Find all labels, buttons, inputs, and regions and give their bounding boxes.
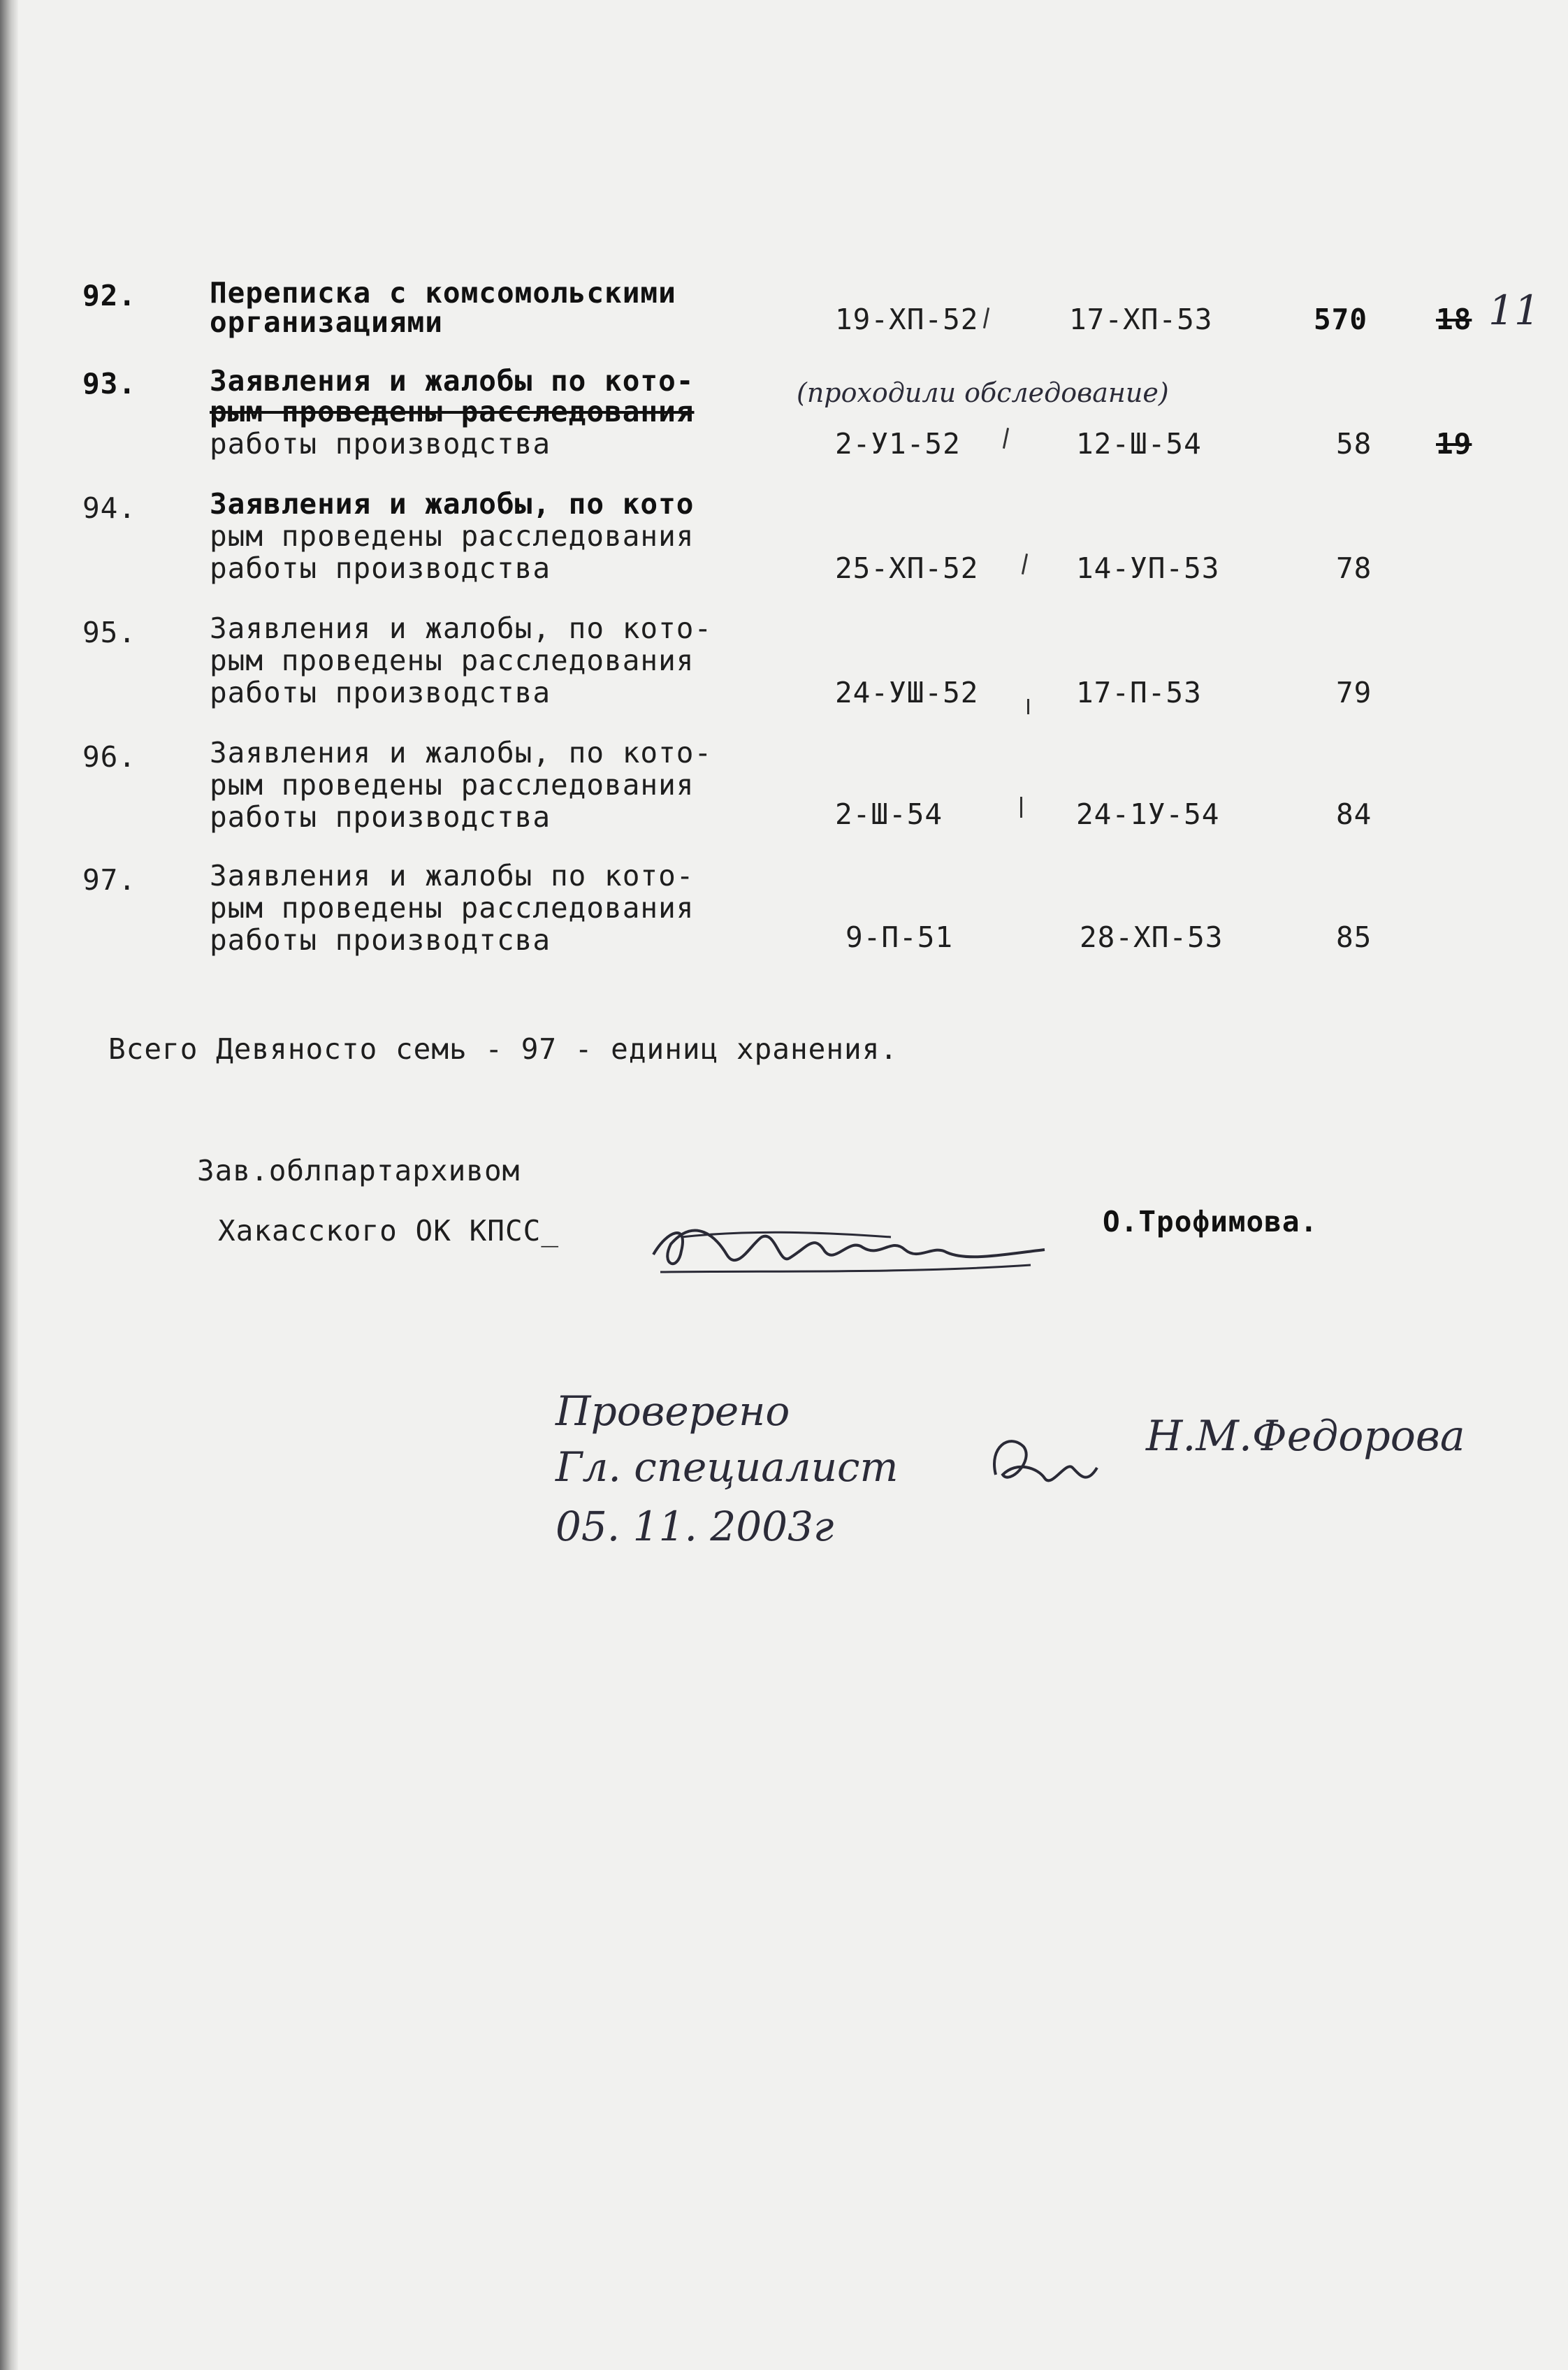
new-entry-number: 11 xyxy=(1488,287,1540,334)
entry-sheet-count: 570 xyxy=(1314,303,1368,336)
entry-start-date: 9-П-51 xyxy=(845,920,954,954)
entry-number: 92. xyxy=(82,279,137,312)
verification-note: Проверено xyxy=(556,1387,790,1435)
entry-title-line: работы производтсва xyxy=(210,923,551,957)
pencil-tick xyxy=(1003,428,1009,449)
position-title: Зав.облпартархивом xyxy=(197,1154,521,1187)
handwritten-correction: (проходили обследование) xyxy=(797,377,1169,408)
signatory-name: О.Трофимова. xyxy=(1103,1205,1319,1238)
entry-sheet-count: 79 xyxy=(1336,676,1372,709)
verifier-name: Н.М.Федорова xyxy=(1146,1412,1465,1461)
entry-end-date: 12-Ш-54 xyxy=(1076,427,1202,461)
entry-end-date: 17-ХП-53 xyxy=(1069,303,1213,336)
entry-end-date: 28-ХП-53 xyxy=(1080,920,1224,954)
entry-title-line: организациями xyxy=(210,305,443,339)
entry-sheet-count: 85 xyxy=(1336,920,1372,954)
verification-date: 05. 11. 2003г xyxy=(556,1503,834,1550)
entry-end-date: 14-УП-53 xyxy=(1076,551,1220,585)
entry-title-line: Заявления и жалобы, по кото- xyxy=(210,612,713,645)
position-organization: Хакасского ОК КПСС_ xyxy=(218,1214,559,1248)
entry-title-line: Заявления и жалобы по кото- xyxy=(210,364,695,398)
pencil-tick xyxy=(983,308,989,328)
entry-number: 93. xyxy=(82,367,137,400)
old-entry-number: 19 xyxy=(1436,427,1472,461)
entry-title-line: рым проведены расследования xyxy=(210,644,695,677)
entry-end-date: 24-1У-54 xyxy=(1076,797,1220,831)
entry-title-line: работы производства xyxy=(210,427,551,461)
pencil-tick xyxy=(1022,554,1028,575)
entry-title-line: Заявления и жалобы по кото- xyxy=(210,859,695,893)
verifier-signature xyxy=(982,1419,1115,1503)
entry-title-line: работы производства xyxy=(210,676,551,709)
old-entry-number: 18 xyxy=(1436,303,1472,336)
entry-title-line: Переписка с комсомольскими xyxy=(210,276,676,310)
page-edge-shadow xyxy=(0,0,18,2370)
entry-title-line: работы производства xyxy=(210,800,551,834)
entry-start-date: 24-УШ-52 xyxy=(835,676,979,709)
entry-number: 96. xyxy=(82,740,137,774)
entry-title-line-struck: рым проведены расследования xyxy=(210,395,695,428)
pencil-tick xyxy=(1027,699,1029,714)
entry-number: 97. xyxy=(82,863,137,897)
entry-title-line: рым проведены расследования xyxy=(210,891,695,925)
entry-sheet-count: 84 xyxy=(1336,797,1372,831)
entry-start-date: 2-У1-52 xyxy=(835,427,961,461)
entry-title-line: Заявления и жалобы, по кото xyxy=(210,487,695,521)
total-units-line: Всего Девяносто семь - 97 - единиц хранения. xyxy=(108,1032,899,1066)
entry-start-date: 2-Ш-54 xyxy=(835,797,943,831)
entry-title-line: работы производства xyxy=(210,551,551,585)
entry-start-date: 25-ХП-52 xyxy=(835,551,979,585)
entry-title-line: рым проведены расследования xyxy=(210,768,695,802)
entry-sheet-count: 58 xyxy=(1336,427,1372,461)
entry-title-line: рым проведены расследования xyxy=(210,519,695,553)
verification-position: Гл. специалист xyxy=(556,1443,899,1491)
entry-start-date: 19-ХП-52 xyxy=(835,303,979,336)
entry-title-line: Заявления и жалобы, по кото- xyxy=(210,736,713,769)
entry-number: 94. xyxy=(82,491,137,525)
pencil-tick xyxy=(1020,797,1022,818)
archive-head-signature xyxy=(639,1188,1059,1293)
entry-sheet-count: 78 xyxy=(1336,551,1372,585)
entry-end-date: 17-П-53 xyxy=(1076,676,1202,709)
entry-number: 95. xyxy=(82,616,137,649)
